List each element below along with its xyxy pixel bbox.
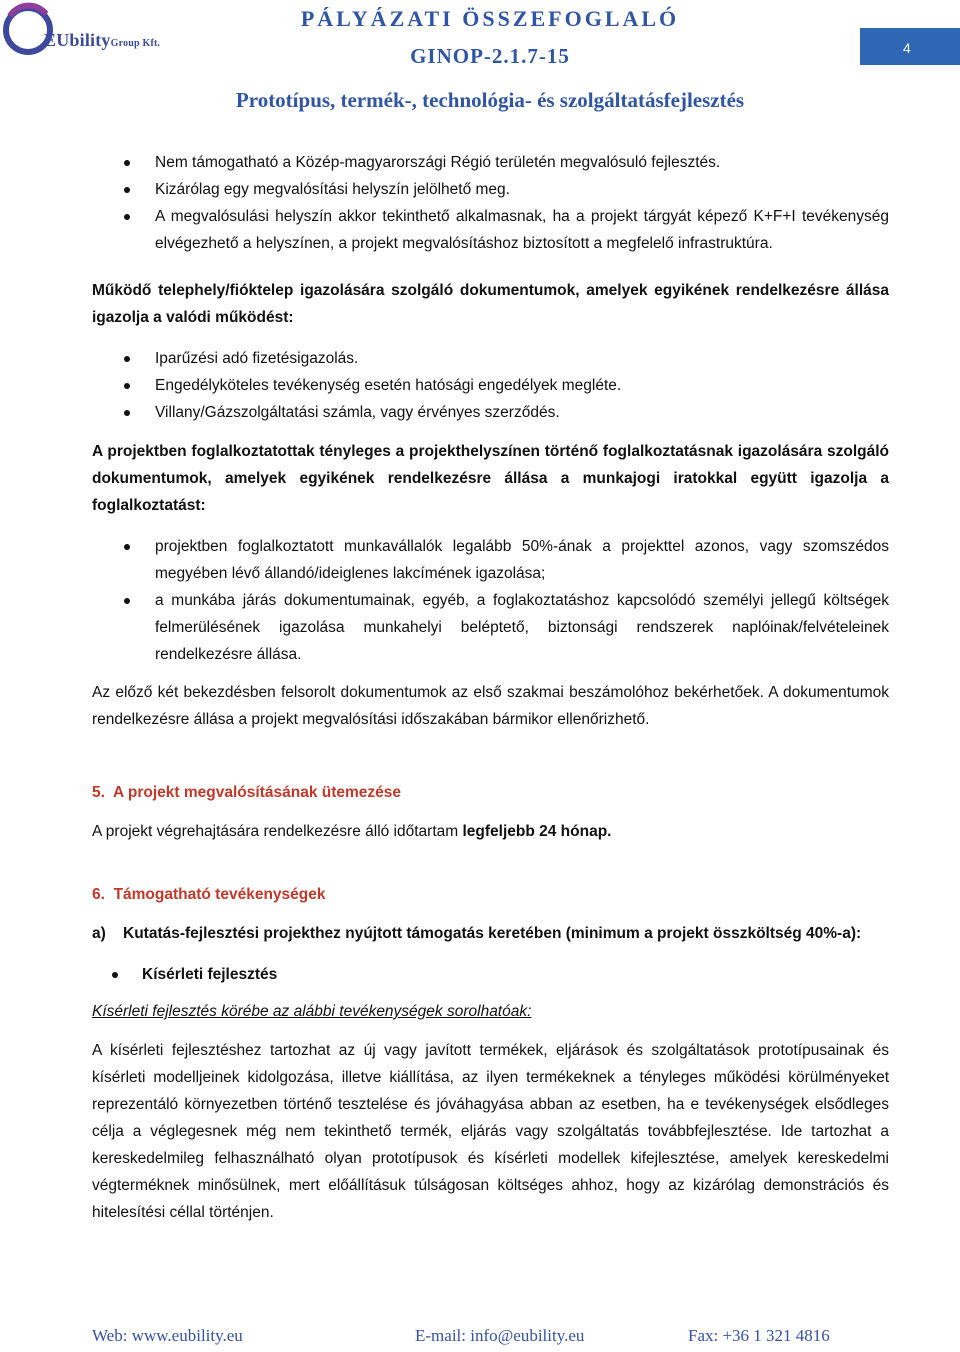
paragraph-telephely: Működő telephely/fióktelep igazolására szolgáló dokumentumok, amelyek egyikének rendelkezésre állása igazolja a valódi működést: <box>92 282 889 326</box>
bullet-icon <box>112 972 118 978</box>
item-a-text: Kutatás-fejlesztési projekthez nyújtott támogatás keretében (minimum a projekt összköltség 40%-a): <box>123 925 862 942</box>
section-5-title: A projekt megvalósításának ütemezése <box>112 784 402 801</box>
logo-text: EUbilityGroup Kft. <box>44 30 161 50</box>
page-footer <box>0 1326 960 1352</box>
logo-small-text: Group Kft. <box>110 38 161 49</box>
header-title: PÁLYÁZATI ÖSSZEFOGLALÓ <box>300 6 680 31</box>
section-6-title: Támogatható tevékenységek <box>113 886 326 903</box>
paragraph-foglalkoztatas: A projektben foglalkoztatottak tényleges a projekthelyszínen történő foglalkoztatásnak igazolására szolgáló dokumentumok, amelyek egyikének rendelkezésre állása a munkajogi iratokkal együtt igazolja a foglalkoztatást: <box>92 443 889 514</box>
header-subtitle: Prototípus, termék-, technológia- és szolgáltatásfejlesztés <box>235 88 745 112</box>
bullet-icon <box>124 187 130 193</box>
bullet-list-foglalkoztatas <box>92 533 889 668</box>
bullet-list-section6 <box>92 961 889 988</box>
list-item: Iparűzési adó fizetésigazolás. <box>92 345 889 372</box>
list-item: Villany/Gázszolgáltatási számla, vagy érvényes szerződés. <box>92 399 889 426</box>
section-5-duration: legfeljebb 24 hónap. <box>462 823 612 840</box>
footer-web: Web: www.eubility.eu <box>92 1326 243 1345</box>
bullet-icon <box>124 383 130 389</box>
section-5-text: A projekt végrehajtására rendelkezésre álló időtartam legfeljebb 24 hónap. <box>92 823 612 840</box>
list-item: Kizárólag egy megvalósítási helyszín jelölhető meg. <box>92 176 889 203</box>
list-item: projektben foglalkoztatott munkavállalók legalább 50%-ának a projekttel azonos, vagy szomszédos megyében lévő állandó/ideiglenes lakcímének igazolása; <box>92 533 889 587</box>
list-item: Engedélyköteles tevékenység esetén hatósági engedélyek megléte. <box>92 372 889 399</box>
item-a-label: a) <box>92 925 106 942</box>
section-6-number: 6. <box>92 886 105 903</box>
paragraph-elozo: Az előző két bekezdésben felsorolt dokumentumok az első szakmai beszámolóhoz bekérhetőek. A dokumentumok rendelkezésre állása a projekt megvalósítási időszakában bármikor ellenőrizhető. <box>92 684 889 728</box>
bullet-icon <box>124 410 130 416</box>
section-6-heading <box>92 881 889 908</box>
bullet-icon <box>124 214 130 220</box>
section-6-subheading: Kísérleti fejlesztés körébe az alábbi tevékenységek sorolhatóak: <box>92 1003 532 1020</box>
list-item: Kísérleti fejlesztés <box>92 961 889 988</box>
footer-email: E-mail: info@eubility.eu <box>415 1326 585 1345</box>
bullet-icon <box>124 356 130 362</box>
page-number: 4 <box>860 28 960 65</box>
section-6-paragraph: A kísérleti fejlesztéshez tartozhat az új vagy javított termékek, eljárások és szolgáltatások prototípusainak és kísérleti modelljeinek kidolgozása, illetve kiállítása, az ilyen termékeknek a tényleges működési körülményeket reprezentáló környezetben történő tesztelése és jóváhagyása abban az esetben, ha e tevékenységek elsődleges célja a véglegesnek még nem tekinthető termék, eljárás vagy szolgáltatás továbbfejlesztése. Ide tartozhat a kereskedelmileg felhasználható olyan prototípusok és kísérleti modellek kifejlesztése, amelyek kereskedelmi végterméknek minősülnek, mert előállításuk túlságosan költséges ahhoz, hogy az kizárólag demonstrációs és hitelesítési céllal történjen. <box>92 1042 889 1221</box>
footer-fax: Fax: +36 1 321 4816 <box>688 1326 830 1345</box>
section-5-number: 5. <box>92 784 105 801</box>
bullet-icon <box>124 598 130 604</box>
document-body <box>92 149 889 1226</box>
item-a <box>92 920 889 947</box>
bullet-list-telephely <box>92 345 889 426</box>
bullet-icon <box>124 544 130 550</box>
bullet-list-top <box>92 149 889 257</box>
section-5-heading <box>92 779 889 806</box>
header-program-code: GINOP-2.1.7-15 <box>410 44 570 68</box>
list-item: Nem támogatható a Közép-magyarországi Régió területén megvalósuló fejlesztés. <box>92 149 889 176</box>
bullet-icon <box>124 160 130 166</box>
list-item: A megvalósulási helyszín akkor tekinthető alkalmasnak, ha a projekt tárgyát képező K+F+I tevékenység elvégezhető a helyszínen, a projekt megvalósításhoz biztosított a megfelelő infrastruktúra. <box>92 203 889 257</box>
list-item: a munkába járás dokumentumainak, egyéb, a foglakoztatáshoz kapcsolódó személyi jellegű költségek felmerülésének igazolása munkahelyi beléptető, biztonsági rendszerek naplóinak/felvételeinek rendelkezésre állása. <box>92 587 889 668</box>
